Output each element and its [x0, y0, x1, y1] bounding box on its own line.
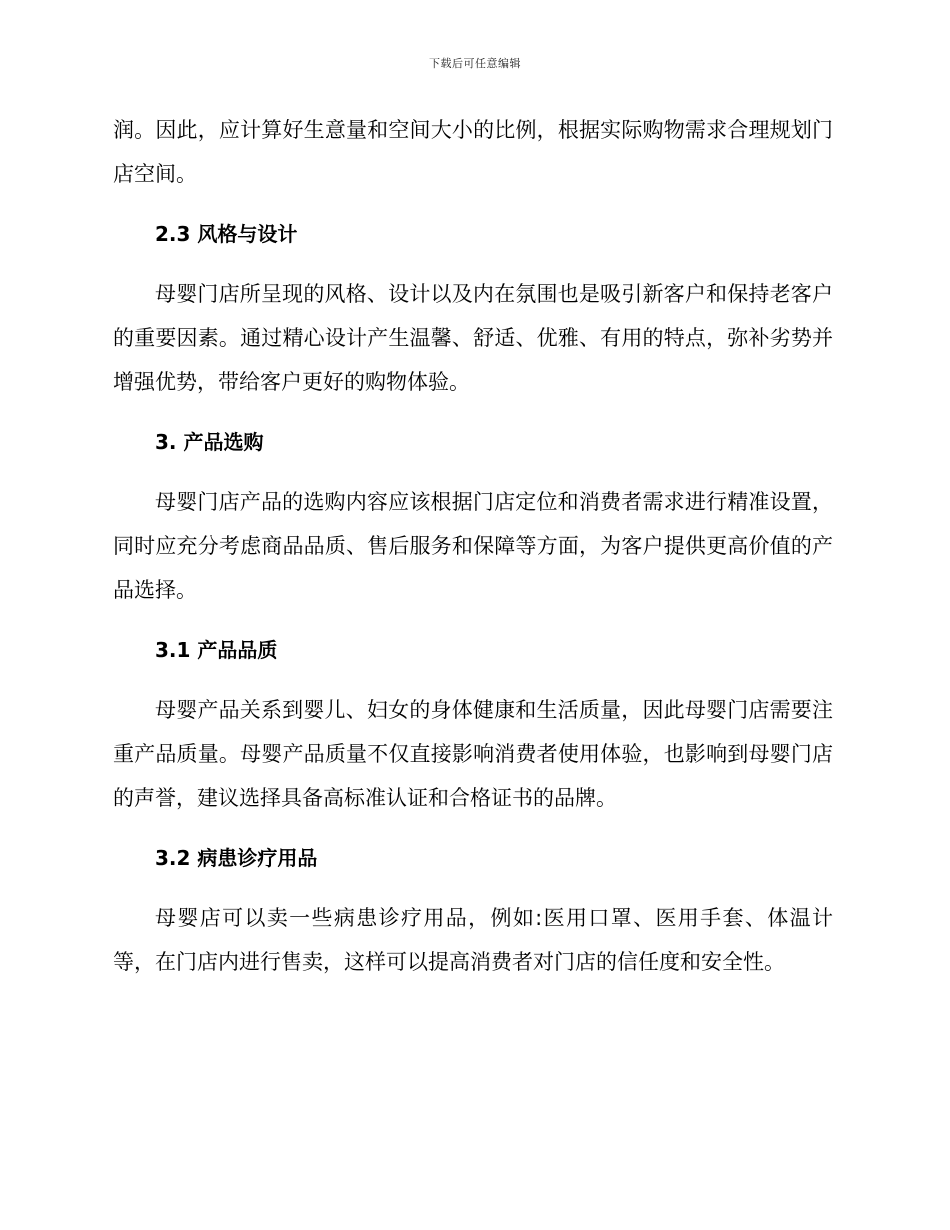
- document-body: [113, 108, 833, 984]
- section-heading-3: 3. 产品选购: [155, 430, 264, 454]
- paragraph-continuation: 润。因此，应计算好生意量和空间大小的比例，根据实际购物需求合理规划门店空间。: [113, 118, 833, 186]
- paragraph-medical-supplies: 母婴店可以卖一些病患诊疗用品，例如:医用口罩、医用手套、体温计等，在门店内进行售卖，这样可以提高消费者对门店的信任度和安全性。: [113, 906, 833, 974]
- header-note: 下载后可任意编辑: [429, 57, 521, 70]
- paragraph-style-design: 母婴门店所呈现的风格、设计以及内在氛围也是吸引新客户和保持老客户的重要因素。通过精心设计产生温馨、舒适、优雅、有用的特点，弥补劣势并增强优势，带给客户更好的购物体验。: [113, 282, 833, 394]
- paragraph-product-quality: 母婴产品关系到婴儿、妇女的身体健康和生活质量，因此母婴门店需要注重产品质量。母婴产品质量不仅直接影响消费者使用体验，也影响到母婴门店的声誉，建议选择具备高标准认证和合格证书的品牌。: [113, 698, 833, 810]
- section-heading-3-1: 3.1 产品品质: [155, 638, 278, 662]
- section-heading-3-2: 3.2 病患诊疗用品: [155, 846, 318, 870]
- paragraph-product-selection: 母婴门店产品的选购内容应该根据门店定位和消费者需求进行精准设置，同时应充分考虑商品品质、售后服务和保障等方面，为客户提供更高价值的产品选择。: [113, 490, 833, 602]
- section-heading-2-3: 2.3 风格与设计: [155, 222, 298, 246]
